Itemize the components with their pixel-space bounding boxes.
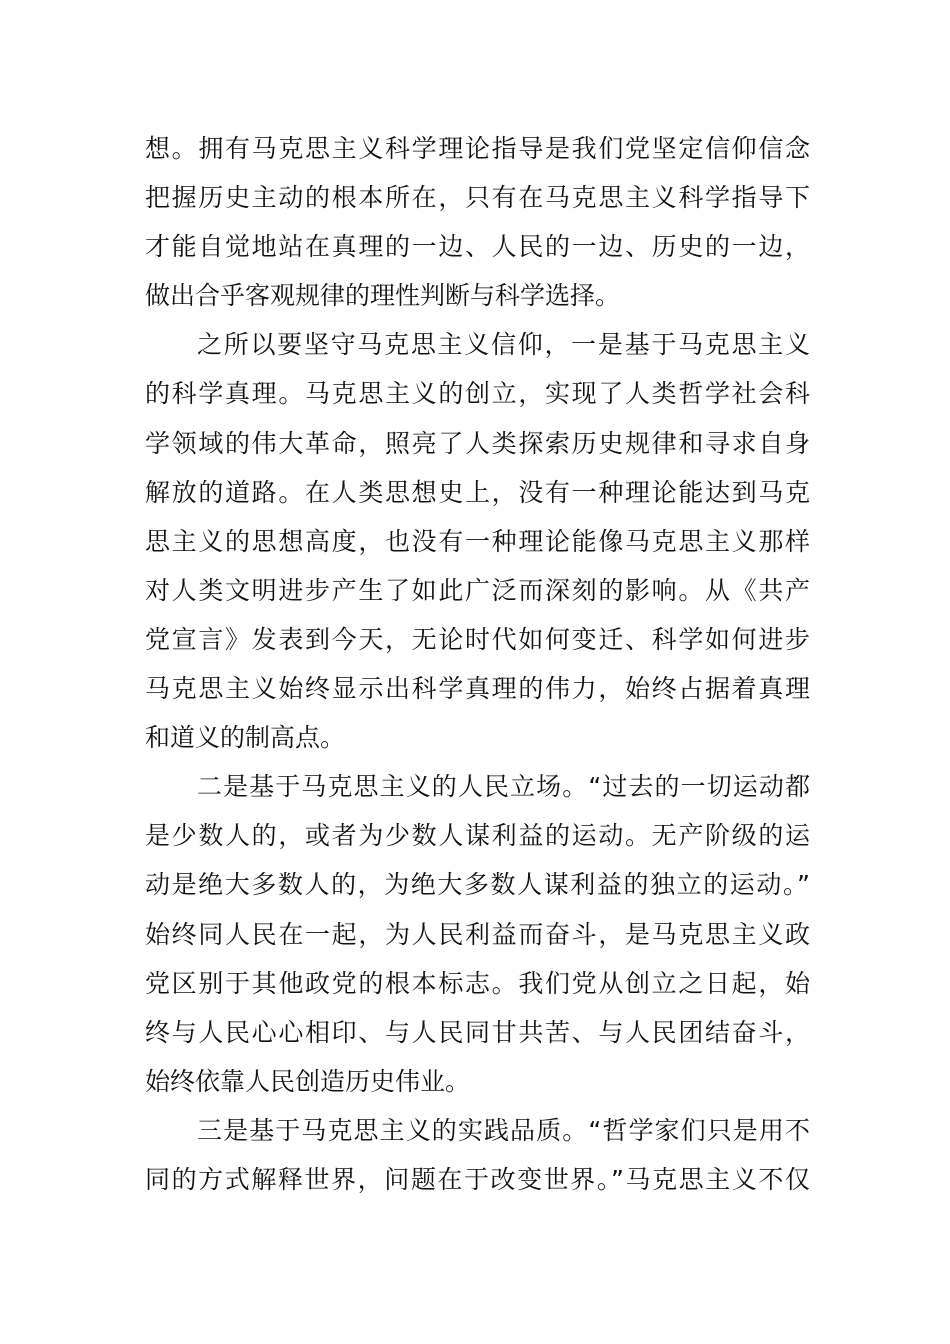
- text-line: 是少数人的，或者为少数人谋利益的运动。无产阶级的运: [145, 821, 810, 851]
- text-line: 和道义的制高点。: [145, 723, 346, 753]
- text-line: 同的方式解释世界，问题在于改变世界。”马克思主义不仅: [145, 1164, 810, 1194]
- text-line: 做出合乎客观规律的理性判断与科学选择。: [145, 281, 621, 311]
- text-line: 的科学真理。马克思主义的创立，实现了人类哲学社会科: [145, 379, 810, 409]
- paragraph: [145, 320, 810, 762]
- text-line: 始终依靠人民创造历史伟业。: [145, 1066, 471, 1096]
- text-line: 终与人民心心相印、与人民同甘共苦、与人民团结奋斗，: [145, 1017, 810, 1047]
- paragraph: [145, 124, 810, 320]
- text-line: 之所以要坚守马克思主义信仰，一是基于马克思主义: [197, 330, 810, 360]
- text-line: 动是绝大多数人的，为绝大多数人谋利益的独立的运动。”: [145, 870, 810, 900]
- text-line: 对人类文明进步产生了如此广泛而深刻的影响。从《共产: [145, 575, 810, 605]
- text-line: 始终同人民在一起，为人民利益而奋斗，是马克思主义政: [145, 919, 810, 949]
- text-line: 学领域的伟大革命，照亮了人类探索历史规律和寻求自身: [145, 428, 810, 458]
- text-line: 党宣言》发表到今天，无论时代如何变迁、科学如何进步: [145, 624, 810, 654]
- text-line: 想。拥有马克思主义科学理论指导是我们党坚定信仰信念: [145, 134, 810, 163]
- paragraph: [145, 1106, 810, 1204]
- text-line: 三是基于马克思主义的实践品质。“哲学家们只是用不: [197, 1115, 810, 1145]
- text-line: 思主义的思想高度，也没有一种理论能像马克思主义那样: [145, 526, 810, 556]
- text-line: 才能自觉地站在真理的一边、人民的一边、历史的一边，: [145, 232, 810, 262]
- text-line: 党区别于其他政党的根本标志。我们党从创立之日起，始: [145, 968, 810, 998]
- text-line: 马克思主义始终显示出科学真理的伟力，始终占据着真理: [145, 674, 810, 704]
- text-line: 解放的道路。在人类思想史上，没有一种理论能达到马克: [145, 477, 810, 507]
- document-body: [145, 124, 810, 1204]
- text-line: 把握历史主动的根本所在，只有在马克思主义科学指导下: [145, 183, 810, 213]
- paragraph: [145, 762, 810, 1106]
- text-line: 二是基于马克思主义的人民立场。“过去的一切运动都: [197, 772, 810, 802]
